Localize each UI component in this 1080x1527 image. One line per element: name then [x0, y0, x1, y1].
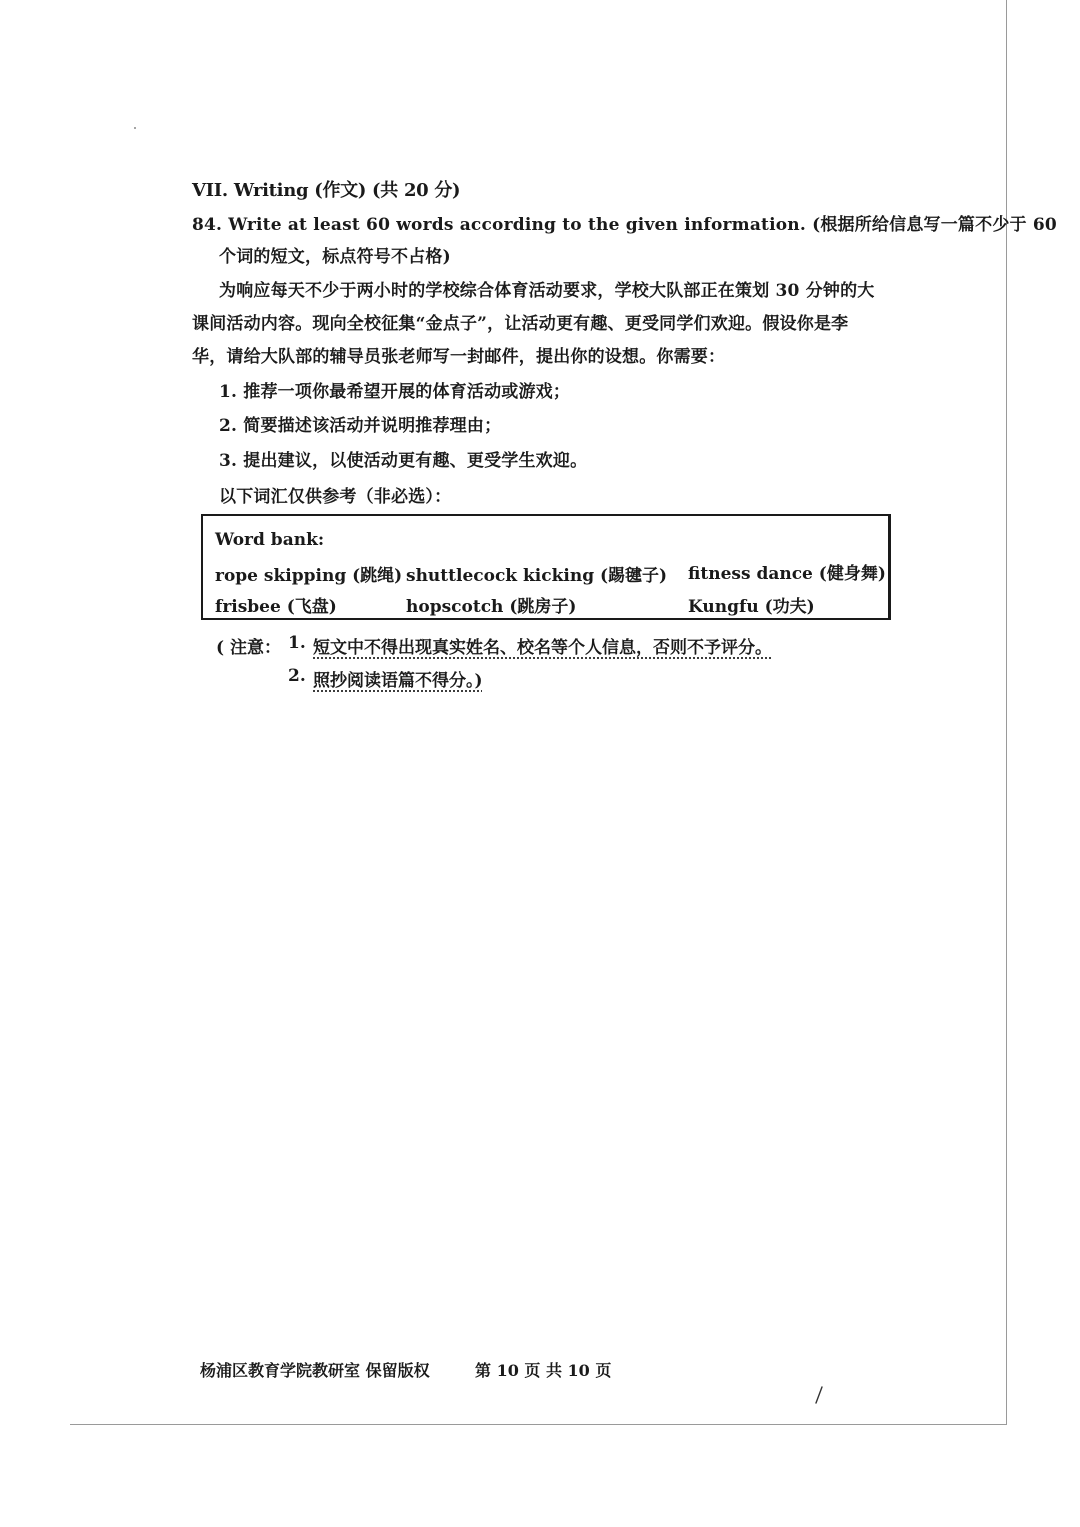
section-title: VII. Writing (作文) (共 20 分): [192, 180, 461, 201]
scenario-line-2: 课间活动内容。现向全校征集“金点子”，让活动更有趣、更受同学们欢迎。假设你是李: [192, 314, 849, 334]
requirement-1: 1. 推荐一项你最希望开展的体育活动或游戏；: [219, 382, 571, 402]
footer-page-number: 第 10 页 共 10 页: [475, 1361, 612, 1380]
pen-stroke-mark: [812, 1385, 826, 1405]
question-line-1: 84. Write at least 60 words according to the given information. (根据所给信息写一篇不少于 60: [192, 215, 1057, 235]
word-bank-item-rope-skipping: rope skipping (跳绳): [215, 566, 403, 586]
word-bank-item-kungfu: Kungfu (功夫): [688, 597, 815, 617]
note-1-number: 1.: [288, 633, 306, 653]
question-line-2: 个词的短文，标点符号不占格): [219, 247, 451, 267]
footer-publisher: 杨浦区教育学院教研室 保留版权: [200, 1361, 430, 1380]
word-bank-item-fitness-dance: fitness dance (健身舞): [688, 564, 886, 584]
requirement-3: 3. 提出建议，以使活动更有趣、更受学生欢迎。: [219, 451, 588, 471]
note-2-number: 2.: [288, 666, 306, 686]
word-bank-title: Word bank:: [215, 530, 325, 550]
word-bank-item-shuttlecock-kicking: shuttlecock kicking (踢毽子): [406, 566, 668, 586]
requirement-2: 2. 简要描述该活动并说明推荐理由；: [219, 416, 502, 436]
scan-speck: [134, 127, 136, 129]
word-bank-box: [201, 514, 891, 620]
word-bank-item-hopscotch: hopscotch (跳房子): [406, 597, 577, 617]
reference-note: 以下词汇仅供参考（非必选）：: [219, 487, 452, 507]
note-1-text: 短文中不得出现真实姓名、校名等个人信息，否则不予评分。: [313, 638, 772, 658]
note-prefix: ( 注意：: [216, 638, 281, 658]
scenario-line-3: 华，请给大队部的辅导员张老师写一封邮件，提出你的设想。你需要：: [192, 347, 726, 367]
scenario-line-1: 为响应每天不少于两小时的学校综合体育活动要求，学校大队部正在策划 30 分钟的大: [219, 281, 875, 301]
word-bank-item-frisbee: frisbee (飞盘): [215, 597, 337, 617]
note-2-text: 照抄阅读语篇不得分。): [313, 671, 483, 691]
page-border-bottom: [70, 1424, 1007, 1425]
